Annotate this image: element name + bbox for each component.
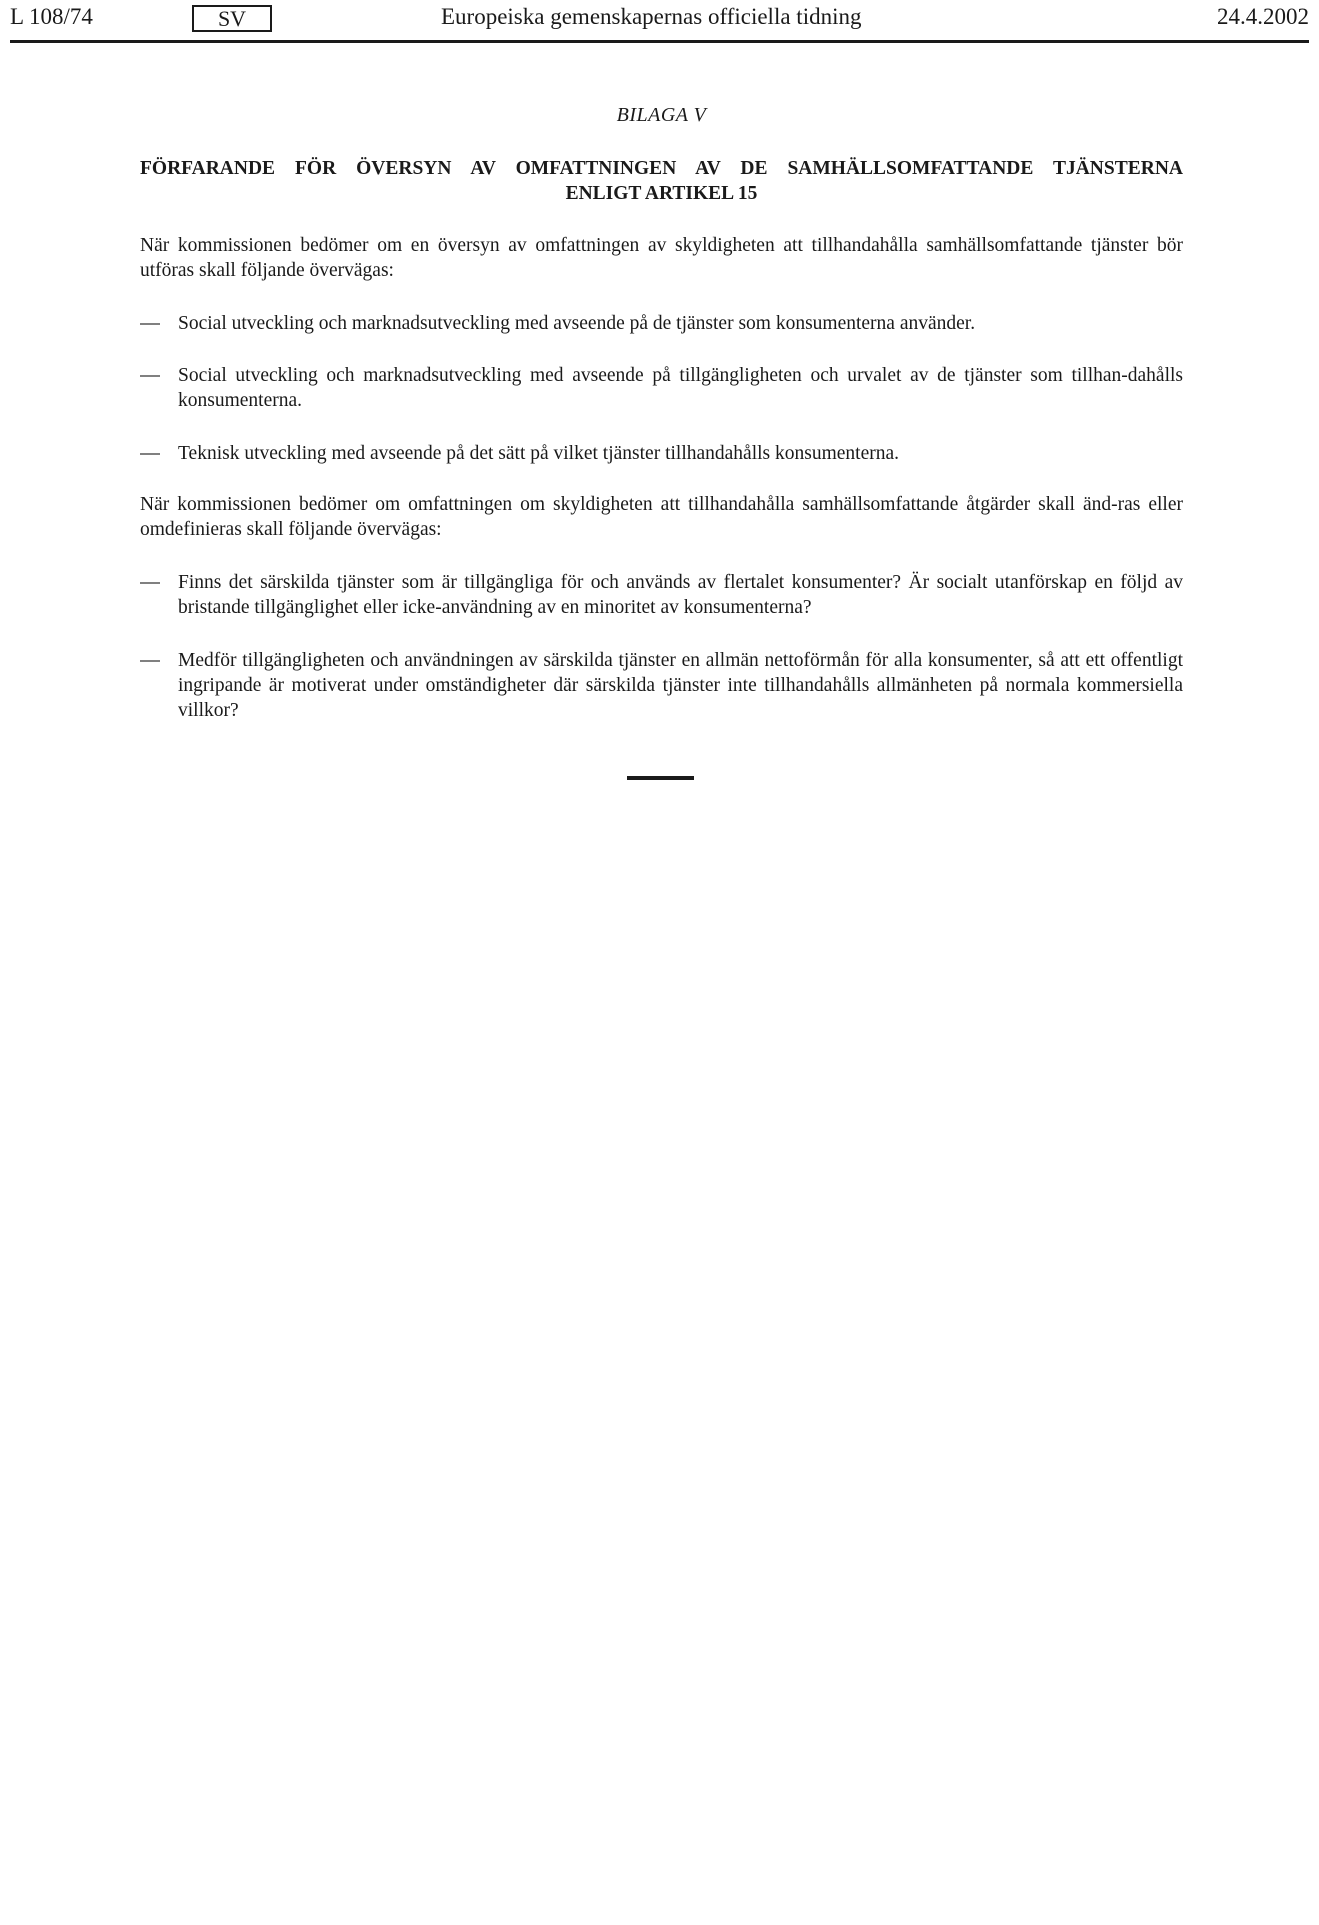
list-item-text: Social utveckling och marknadsutveckling med avseende på de tjänster som konsumenterna använder. xyxy=(178,313,976,334)
dash-bullet-icon xyxy=(140,453,160,455)
list-item xyxy=(140,648,1183,723)
annex-title xyxy=(140,156,1183,206)
dash-bullet-icon xyxy=(140,375,160,377)
end-of-annex-rule xyxy=(627,776,694,780)
annex-title-line-1: FÖRFARANDE FÖR ÖVERSYN AV OMFATTNINGEN AV DE SAMHÄLLSOMFATTANDE TJÄNSTERNA xyxy=(140,158,1183,179)
dash-bullet-icon xyxy=(140,660,160,662)
list-item xyxy=(140,570,1183,620)
annex-label: BILAGA V xyxy=(616,104,707,126)
language-code-box: SV xyxy=(192,5,272,32)
list-item xyxy=(140,363,1183,413)
publication-date: 24.4.2002 xyxy=(1217,4,1309,29)
list-item-text: Medför tillgängligheten och användningen av särskilda tjänster en allmän nettoförmån för alla konsumenter, så att ett offentligt ingripande är motiverat under omständigheter där särskilda tjänster inte tillhandahålls allmänheten på normala kommersiella villkor? xyxy=(178,650,1183,721)
page-reference: L 108/74 xyxy=(10,4,93,29)
dash-bullet-icon xyxy=(140,582,160,584)
dash-bullet-icon xyxy=(140,323,160,325)
journal-title: Europeiska gemenskapernas officiella tidning xyxy=(441,4,862,29)
intro-paragraph-2: När kommissionen bedömer om omfattningen om skyldigheten att tillhandahålla samhällsomfattande åtgärder skall änd-ras eller omdefinieras skall följande övervägas: xyxy=(140,494,1183,540)
annex-title-line-2: ENLIGT ARTIKEL 15 xyxy=(565,183,758,204)
intro-paragraph-1: När kommissionen bedömer om en översyn av omfattningen av skyldigheten att tillhandahålla samhällsomfattande tjänster bör utföras skall följande övervägas: xyxy=(140,235,1183,281)
list-item xyxy=(140,311,1183,336)
list-item xyxy=(140,441,1183,466)
page-header xyxy=(10,0,1309,43)
list-item-text: Teknisk utveckling med avseende på det sätt på vilket tjänster tillhandahålls konsumenterna. xyxy=(178,443,900,464)
list-item-text: Finns det särskilda tjänster som är tillgängliga för och används av flertalet konsumenter? Är socialt utanförskap en följd av bristande tillgänglighet eller icke-användning av en minoritet av konsumenterna? xyxy=(178,572,1183,618)
list-item-text: Social utveckling och marknadsutveckling med avseende på tillgängligheten och urvalet av de tjänster som tillhan-dahålls konsumenterna. xyxy=(178,365,1183,411)
